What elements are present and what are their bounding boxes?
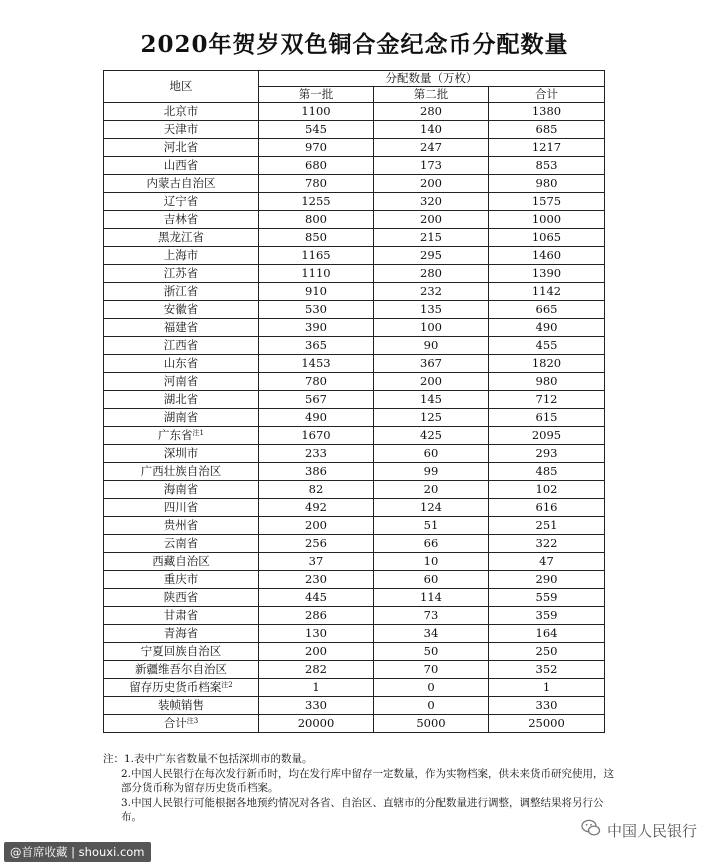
cell-first: 20000 (259, 715, 374, 733)
watermark-right (581, 818, 697, 842)
cell-total: 1065 (489, 229, 605, 247)
table-row (104, 697, 605, 715)
cell-region: 贵州省 (104, 517, 259, 535)
cell-total: 164 (489, 625, 605, 643)
cell-region: 广东省$^{注1}$ (104, 427, 259, 445)
note-3: 3.中国人民银行可能根据各地预约情况对各省、自治区、直辖市的分配数量进行调整，调整结果将另行公布。 (121, 796, 604, 823)
header-region: 地区 (104, 71, 259, 103)
cell-second: 50 (374, 643, 489, 661)
cell-second: 135 (374, 301, 489, 319)
table-row (104, 607, 605, 625)
cell-total: 322 (489, 535, 605, 553)
cell-second: 125 (374, 409, 489, 427)
cell-region: 吉林省 (104, 211, 259, 229)
cell-second: 51 (374, 517, 489, 535)
cell-total: 980 (489, 373, 605, 391)
cell-second: 73 (374, 607, 489, 625)
cell-region: 安徽省 (104, 301, 259, 319)
note-2: 2.中国人民银行在每次发行新币时，均在发行库中留存一定数量，作为实物档案，供未来货币研究使用，这部分货币称为留存历史货币档案。 (121, 767, 615, 794)
cell-first: 800 (259, 211, 374, 229)
cell-second: 145 (374, 391, 489, 409)
cell-first: 1670 (259, 427, 374, 445)
cell-total: 1217 (489, 139, 605, 157)
cell-total: 616 (489, 499, 605, 517)
cell-region: 内蒙古自治区 (104, 175, 259, 193)
cell-region: 陕西省 (104, 589, 259, 607)
footnote-marker: 注2 (221, 680, 233, 689)
cell-second: 60 (374, 445, 489, 463)
cell-region: 北京市 (104, 103, 259, 121)
header-first: 第一批 (259, 87, 374, 103)
cell-second: 99 (374, 463, 489, 481)
cell-second: 114 (374, 589, 489, 607)
cell-total: 455 (489, 337, 605, 355)
cell-total: 290 (489, 571, 605, 589)
cell-total: 1460 (489, 247, 605, 265)
cell-second: 10 (374, 553, 489, 571)
cell-first: 130 (259, 625, 374, 643)
cell-first: 1 (259, 679, 374, 697)
wechat-icon (581, 818, 601, 842)
cell-region: 黑龙江省 (104, 229, 259, 247)
distribution-table (103, 70, 605, 733)
cell-region: 装帧销售 (104, 697, 259, 715)
cell-region: 合计$^{注3}$ (104, 715, 259, 733)
header-group: 分配数量（万枚） (259, 71, 605, 87)
cell-second: 425 (374, 427, 489, 445)
cell-total: 359 (489, 607, 605, 625)
cell-second: 173 (374, 157, 489, 175)
cell-first: 200 (259, 643, 374, 661)
table-row (104, 193, 605, 211)
cell-total: 1142 (489, 283, 605, 301)
table-row (104, 301, 605, 319)
table-body (104, 103, 605, 733)
cell-first: 530 (259, 301, 374, 319)
cell-first: 200 (259, 517, 374, 535)
cell-region: 江苏省 (104, 265, 259, 283)
cell-first: 286 (259, 607, 374, 625)
table-row (104, 391, 605, 409)
table-row (104, 319, 605, 337)
table-row (104, 589, 605, 607)
cell-region: 河南省 (104, 373, 259, 391)
cell-first: 1453 (259, 355, 374, 373)
cell-second: 70 (374, 661, 489, 679)
cell-region: 浙江省 (104, 283, 259, 301)
table-row (104, 679, 605, 697)
cell-first: 680 (259, 157, 374, 175)
cell-region: 天津市 (104, 121, 259, 139)
table-row (104, 445, 605, 463)
cell-first: 910 (259, 283, 374, 301)
cell-region: 青海省 (104, 625, 259, 643)
table-row (104, 121, 605, 139)
table-row (104, 463, 605, 481)
header-second: 第二批 (374, 87, 489, 103)
cell-region: 云南省 (104, 535, 259, 553)
cell-total: 685 (489, 121, 605, 139)
cell-first: 37 (259, 553, 374, 571)
cell-total: 1820 (489, 355, 605, 373)
cell-second: 367 (374, 355, 489, 373)
header-total: 合计 (489, 87, 605, 103)
table-row (104, 211, 605, 229)
table-row (104, 139, 605, 157)
cell-total: 490 (489, 319, 605, 337)
cell-second: 140 (374, 121, 489, 139)
cell-first: 445 (259, 589, 374, 607)
cell-second: 90 (374, 337, 489, 355)
table-row (104, 355, 605, 373)
cell-second: 200 (374, 373, 489, 391)
table-row (104, 553, 605, 571)
cell-total: 293 (489, 445, 605, 463)
cell-total: 980 (489, 175, 605, 193)
cell-region: 江西省 (104, 337, 259, 355)
table-row (104, 643, 605, 661)
table-row (104, 175, 605, 193)
cell-region: 宁夏回族自治区 (104, 643, 259, 661)
cell-second: 320 (374, 193, 489, 211)
cell-first: 970 (259, 139, 374, 157)
table-row (104, 661, 605, 679)
table-row (104, 103, 605, 121)
page-title: 2020年贺岁双色铜合金纪念币分配数量 (140, 31, 569, 58)
cell-second: 0 (374, 679, 489, 697)
cell-total: 559 (489, 589, 605, 607)
cell-region: 留存历史货币档案$^{注2}$ (104, 679, 259, 697)
table-row (104, 409, 605, 427)
cell-second: 215 (374, 229, 489, 247)
cell-region: 西藏自治区 (104, 553, 259, 571)
table-row (104, 517, 605, 535)
cell-region: 河北省 (104, 139, 259, 157)
cell-first: 545 (259, 121, 374, 139)
table-row (104, 373, 605, 391)
cell-total: 47 (489, 553, 605, 571)
table-row (104, 715, 605, 733)
cell-second: 295 (374, 247, 489, 265)
cell-region: 湖北省 (104, 391, 259, 409)
cell-first: 567 (259, 391, 374, 409)
cell-total: 1380 (489, 103, 605, 121)
cell-first: 492 (259, 499, 374, 517)
note-1: 注：1.表中广东省数量不包括深圳市的数量。 (103, 753, 313, 765)
cell-region: 上海市 (104, 247, 259, 265)
cell-second: 200 (374, 175, 489, 193)
cell-total: 102 (489, 481, 605, 499)
cell-second: 0 (374, 697, 489, 715)
cell-region: 山西省 (104, 157, 259, 175)
cell-second: 5000 (374, 715, 489, 733)
cell-total: 615 (489, 409, 605, 427)
cell-region: 山东省 (104, 355, 259, 373)
cell-second: 280 (374, 265, 489, 283)
cell-first: 233 (259, 445, 374, 463)
cell-total: 330 (489, 697, 605, 715)
cell-first: 780 (259, 373, 374, 391)
table-row (104, 571, 605, 589)
cell-total: 1000 (489, 211, 605, 229)
cell-total: 1575 (489, 193, 605, 211)
table-row (104, 535, 605, 553)
cell-second: 100 (374, 319, 489, 337)
cell-region: 湖南省 (104, 409, 259, 427)
cell-second: 232 (374, 283, 489, 301)
table-row (104, 625, 605, 643)
cell-first: 850 (259, 229, 374, 247)
cell-first: 390 (259, 319, 374, 337)
cell-total: 2095 (489, 427, 605, 445)
cell-total: 665 (489, 301, 605, 319)
cell-second: 34 (374, 625, 489, 643)
cell-region: 福建省 (104, 319, 259, 337)
table-row (104, 265, 605, 283)
watermark-left: @首席收藏 | shouxi.com (4, 842, 151, 862)
cell-first: 490 (259, 409, 374, 427)
cell-region: 海南省 (104, 481, 259, 499)
cell-region: 深圳市 (104, 445, 259, 463)
cell-total: 1390 (489, 265, 605, 283)
cell-first: 1110 (259, 265, 374, 283)
cell-total: 250 (489, 643, 605, 661)
cell-first: 386 (259, 463, 374, 481)
table-row (104, 337, 605, 355)
cell-region: 广西壮族自治区 (104, 463, 259, 481)
cell-second: 66 (374, 535, 489, 553)
cell-second: 247 (374, 139, 489, 157)
cell-total: 251 (489, 517, 605, 535)
cell-second: 200 (374, 211, 489, 229)
table-row (104, 499, 605, 517)
cell-region: 新疆维吾尔自治区 (104, 661, 259, 679)
cell-first: 1100 (259, 103, 374, 121)
cell-first: 1165 (259, 247, 374, 265)
cell-total: 712 (489, 391, 605, 409)
cell-first: 230 (259, 571, 374, 589)
table-row (104, 229, 605, 247)
cell-total: 853 (489, 157, 605, 175)
notes (103, 752, 618, 825)
cell-region: 重庆市 (104, 571, 259, 589)
cell-first: 780 (259, 175, 374, 193)
footnote-marker: 注3 (186, 716, 199, 725)
cell-second: 20 (374, 481, 489, 499)
cell-total: 25000 (489, 715, 605, 733)
table-row (104, 481, 605, 499)
cell-region: 四川省 (104, 499, 259, 517)
cell-first: 282 (259, 661, 374, 679)
cell-second: 124 (374, 499, 489, 517)
cell-second: 280 (374, 103, 489, 121)
cell-region: 辽宁省 (104, 193, 259, 211)
table-row (104, 427, 605, 445)
cell-first: 256 (259, 535, 374, 553)
table-row (104, 283, 605, 301)
table-row (104, 157, 605, 175)
cell-first: 365 (259, 337, 374, 355)
cell-total: 485 (489, 463, 605, 481)
cell-total: 352 (489, 661, 605, 679)
table-row (104, 247, 605, 265)
cell-first: 82 (259, 481, 374, 499)
cell-first: 330 (259, 697, 374, 715)
cell-total: 1 (489, 679, 605, 697)
cell-second: 60 (374, 571, 489, 589)
footnote-marker: 注1 (192, 428, 204, 437)
cell-region: 甘肃省 (104, 607, 259, 625)
cell-first: 1255 (259, 193, 374, 211)
watermark-right-text: 中国人民银行 (606, 821, 697, 840)
